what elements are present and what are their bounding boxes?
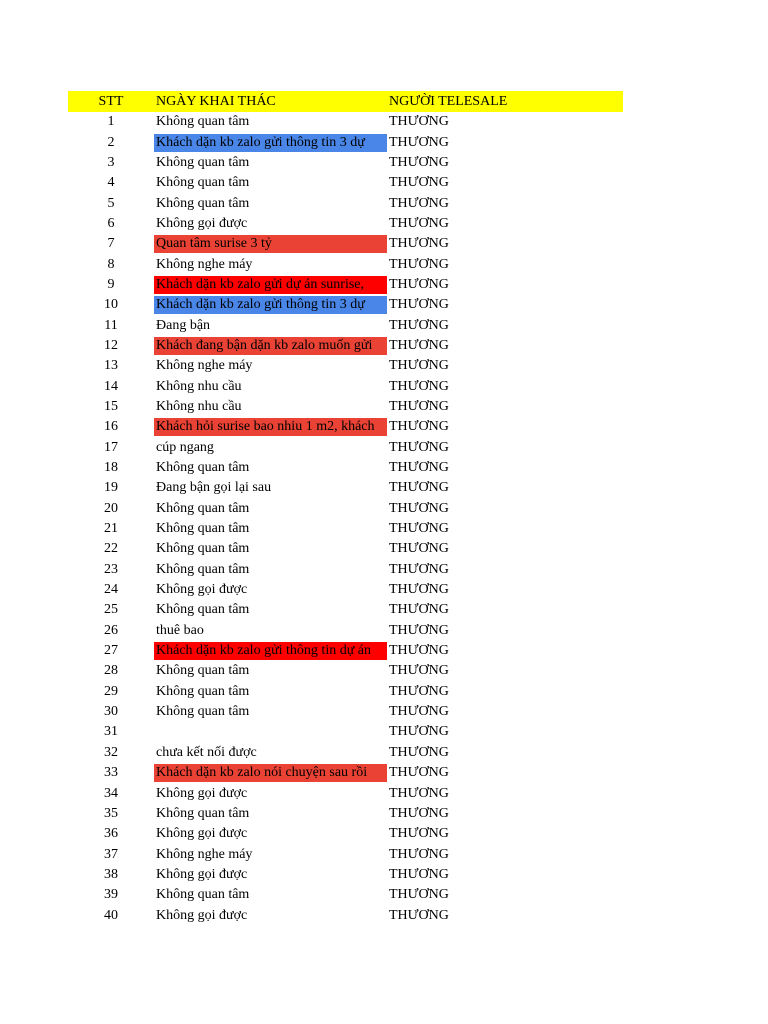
table-row: [68, 478, 623, 498]
cell-stt: 33: [104, 765, 118, 781]
table-row: [68, 580, 623, 600]
cell-note: Không quan tâm: [156, 541, 250, 557]
cell-stt: 5: [107, 195, 115, 211]
cell-stt: 4: [107, 175, 115, 191]
cell-stt: 15: [104, 398, 118, 414]
cell-person: THƯƠNG: [389, 337, 449, 353]
cell-note: Không quan tâm: [156, 521, 250, 537]
cell-person: THƯƠNG: [389, 521, 449, 537]
cell-note: Quan tâm surise 3 tỷ: [154, 235, 387, 253]
cell-person: THƯƠNG: [389, 663, 449, 679]
cell-stt: 13: [104, 358, 118, 374]
table-row: [68, 743, 623, 763]
cell-person: THƯƠNG: [389, 561, 449, 577]
cell-stt: 22: [104, 541, 118, 557]
table-row: [68, 112, 623, 132]
cell-stt: 12: [104, 337, 118, 353]
header-row: [68, 91, 623, 112]
table-row: [68, 539, 623, 559]
cell-stt: 39: [104, 887, 118, 903]
cell-stt: 17: [104, 439, 118, 455]
cell-note: Không quan tâm: [156, 704, 250, 720]
table-row: [68, 356, 623, 376]
table-row: [68, 804, 623, 824]
cell-person: THƯƠNG: [389, 846, 449, 862]
table-row: [68, 376, 623, 396]
cell-person: THƯƠNG: [389, 602, 449, 618]
cell-person: THƯƠNG: [389, 704, 449, 720]
cell-note: Khách hỏi surise bao nhiu 1 m2, khách: [154, 418, 387, 436]
table-row: [68, 783, 623, 803]
cell-stt: 7: [107, 236, 115, 252]
cell-person: THƯƠNG: [389, 500, 449, 516]
table-row: [68, 254, 623, 274]
cell-note: Không gọi được: [156, 785, 248, 801]
cell-stt: 3: [107, 154, 115, 170]
cell-person: THƯƠNG: [389, 297, 449, 313]
cell-person: THƯƠNG: [389, 480, 449, 496]
cell-stt: 1: [107, 114, 115, 130]
cell-note: Không nhu cầu: [156, 398, 242, 414]
cell-person: THƯƠNG: [389, 276, 449, 292]
table-row: [68, 336, 623, 356]
cell-stt: 35: [104, 805, 118, 821]
cell-note: Không nhu cầu: [156, 378, 242, 394]
cell-note: Không quan tâm: [156, 561, 250, 577]
cell-note: Không quan tâm: [156, 683, 250, 699]
table-row: [68, 641, 623, 661]
table-row: [68, 499, 623, 519]
cell-note: [154, 723, 387, 741]
cell-note: Không quan tâm: [156, 805, 250, 821]
table-row: [68, 397, 623, 417]
cell-stt: 28: [104, 663, 118, 679]
cell-stt: 10: [104, 297, 118, 313]
cell-note: Khách dặn kb zalo gửi thông tin dự án: [154, 642, 387, 660]
cell-note: Không nghe máy: [156, 358, 253, 374]
cell-stt: 18: [104, 460, 118, 476]
cell-note: Không gọi được: [156, 826, 248, 842]
table-row: [68, 600, 623, 620]
table-row: [68, 763, 623, 783]
cell-stt: 9: [107, 276, 115, 292]
table-row: [68, 132, 623, 152]
table-row: [68, 438, 623, 458]
table-row: [68, 315, 623, 335]
cell-stt: 24: [104, 582, 118, 598]
table-row: [68, 722, 623, 742]
cell-person: THƯƠNG: [389, 866, 449, 882]
table-row: [68, 173, 623, 193]
cell-note: Không quan tâm: [156, 500, 250, 516]
cell-note: Không quan tâm: [156, 663, 250, 679]
table-row: [68, 824, 623, 844]
cell-person: THƯƠNG: [389, 114, 449, 130]
cell-person: THƯƠNG: [389, 398, 449, 414]
table-row: [68, 560, 623, 580]
cell-note: thuê bao: [156, 622, 204, 638]
table-row: [68, 295, 623, 315]
cell-note: Không nghe máy: [156, 256, 253, 272]
table-row: [68, 519, 623, 539]
cell-note: Không gọi được: [156, 907, 248, 923]
table-row: [68, 844, 623, 864]
cell-person: THƯƠNG: [389, 215, 449, 231]
cell-stt: 20: [104, 500, 118, 516]
cell-stt: 36: [104, 826, 118, 842]
cell-stt: 11: [104, 317, 118, 333]
cell-note: Không gọi được: [156, 215, 248, 231]
cell-person: THƯƠNG: [389, 317, 449, 333]
cell-stt: 16: [104, 419, 118, 435]
cell-note: Không quan tâm: [156, 460, 250, 476]
cell-note: Không quan tâm: [156, 602, 250, 618]
cell-stt: 8: [107, 256, 115, 272]
table-row: [68, 214, 623, 234]
table-row: [68, 702, 623, 722]
cell-stt: 25: [104, 602, 118, 618]
cell-person: THƯƠNG: [389, 765, 449, 781]
cell-stt: 32: [104, 744, 118, 760]
header-stt: STT: [98, 93, 124, 109]
cell-note: Đang bận gọi lại sau: [156, 480, 272, 496]
cell-person: THƯƠNG: [389, 744, 449, 760]
table-row: [68, 905, 623, 925]
cell-person: THƯƠNG: [389, 826, 449, 842]
cell-person: THƯƠNG: [389, 256, 449, 272]
cell-person: THƯƠNG: [389, 805, 449, 821]
cell-stt: 38: [104, 866, 118, 882]
table-row: [68, 275, 623, 295]
header-person: NGƯỜI TELESALE: [389, 93, 508, 109]
cell-stt: 37: [104, 846, 118, 862]
cell-person: THƯƠNG: [389, 378, 449, 394]
cell-stt: 14: [104, 378, 118, 394]
cell-stt: 29: [104, 683, 118, 699]
cell-person: THƯƠNG: [389, 724, 449, 740]
cell-stt: 2: [107, 134, 115, 150]
cell-person: THƯƠNG: [389, 175, 449, 191]
cell-note: Không gọi được: [156, 866, 248, 882]
cell-person: THƯƠNG: [389, 358, 449, 374]
cell-person: THƯƠNG: [389, 643, 449, 659]
cell-stt: 26: [104, 622, 118, 638]
cell-person: THƯƠNG: [389, 134, 449, 150]
cell-person: THƯƠNG: [389, 887, 449, 903]
table-row: [68, 458, 623, 478]
cell-note: Không quan tâm: [156, 114, 250, 130]
cell-note: Khách đang bận dặn kb zalo muốn gửi: [154, 337, 387, 355]
table-row: [68, 865, 623, 885]
cell-note: Không nghe máy: [156, 846, 253, 862]
table-row: [68, 621, 623, 641]
cell-person: THƯƠNG: [389, 195, 449, 211]
table-row: [68, 661, 623, 681]
cell-note: chưa kết nối được: [156, 744, 257, 760]
cell-note: Khách dặn kb zalo gửi dự án sunrise,: [154, 276, 387, 294]
cell-stt: 31: [104, 724, 118, 740]
cell-person: THƯƠNG: [389, 154, 449, 170]
cell-stt: 6: [107, 215, 115, 231]
header-date: NGÀY KHAI THÁC: [156, 93, 276, 109]
cell-person: THƯƠNG: [389, 419, 449, 435]
cell-note: Khách dặn kb zalo gửi thông tin 3 dự: [154, 296, 387, 314]
cell-person: THƯƠNG: [389, 460, 449, 476]
table-row: [68, 153, 623, 173]
table-row: [68, 885, 623, 905]
table-row: [68, 682, 623, 702]
cell-person: THƯƠNG: [389, 541, 449, 557]
table-body: [68, 112, 623, 926]
cell-person: THƯƠNG: [389, 683, 449, 699]
cell-note: Không quan tâm: [156, 154, 250, 170]
cell-note: Không quan tâm: [156, 887, 250, 903]
cell-person: THƯƠNG: [389, 439, 449, 455]
cell-stt: 23: [104, 561, 118, 577]
table-row: [68, 193, 623, 213]
cell-stt: 21: [104, 521, 118, 537]
cell-note: Khách dặn kb zalo nói chuyện sau rồi: [154, 764, 387, 782]
cell-note: Không gọi được: [156, 582, 248, 598]
spreadsheet-table: [68, 91, 623, 926]
cell-stt: 40: [104, 907, 118, 923]
cell-stt: 19: [104, 480, 118, 496]
cell-note: Đang bận: [156, 317, 211, 333]
cell-stt: 34: [104, 785, 118, 801]
cell-person: THƯƠNG: [389, 785, 449, 801]
cell-person: THƯƠNG: [389, 622, 449, 638]
cell-person: THƯƠNG: [389, 907, 449, 923]
cell-note: Không quan tâm: [156, 195, 250, 211]
cell-person: THƯƠNG: [389, 236, 449, 252]
cell-stt: 30: [104, 704, 118, 720]
cell-note: Khách dặn kb zalo gửi thông tin 3 dự: [154, 134, 387, 152]
table-row: [68, 417, 623, 437]
cell-stt: 27: [104, 643, 118, 659]
cell-note: Không quan tâm: [156, 175, 250, 191]
cell-person: THƯƠNG: [389, 582, 449, 598]
cell-note: cúp ngang: [156, 439, 214, 455]
table-row: [68, 234, 623, 254]
